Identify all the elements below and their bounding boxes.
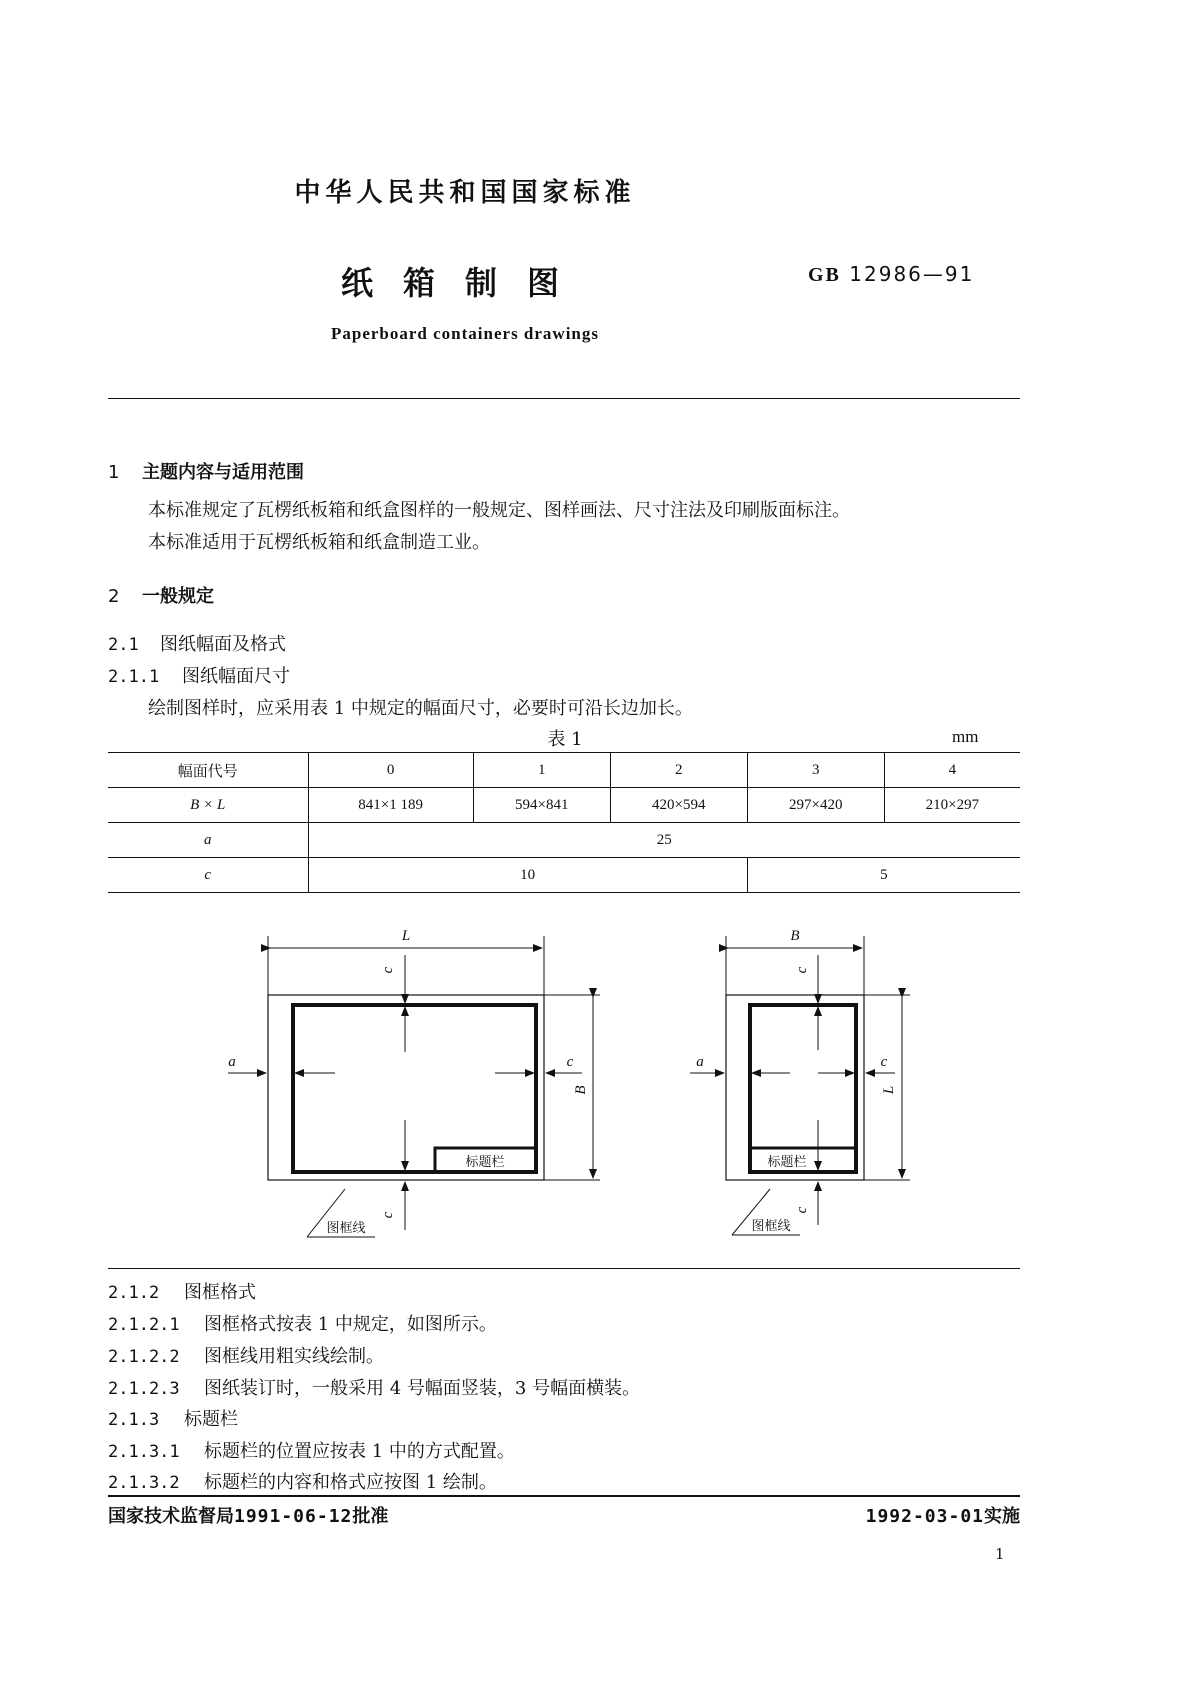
dim-label-L: L — [401, 928, 411, 944]
item-text: 标题栏的位置应按表 1 中的方式配置。 — [204, 1441, 515, 1462]
item-text: 标题栏 — [184, 1409, 238, 1430]
item-text: 图纸装订时，一般采用 4 号幅面竖装，3 号幅面横装。 — [204, 1378, 641, 1399]
standard-code-number: 12986—91 — [849, 262, 975, 286]
item-number: 2.1 — [108, 635, 139, 655]
item-number: 2.1.2 — [108, 1283, 160, 1303]
table-cell: 4 — [884, 753, 1020, 788]
item-number: 2.1.2.3 — [108, 1379, 180, 1399]
paragraph: 本标准规定了瓦楞纸板箱和纸盒图样的一般规定、图样画法、尺寸注法及印刷版面标注。 — [148, 500, 850, 521]
item-text: 图框格式 — [184, 1282, 256, 1303]
portrait-frame-diagram — [690, 936, 910, 1235]
section-number: 2 — [108, 586, 120, 607]
item-text: 图纸幅面尺寸 — [182, 666, 290, 687]
landscape-frame-diagram — [228, 936, 600, 1237]
approval-date: 1991-06-12 — [234, 1506, 353, 1527]
frame-line-label: 图框线 — [751, 1219, 791, 1234]
effective-line — [866, 1502, 1020, 1528]
dim-label-c-top: c — [794, 966, 810, 974]
dim-label-c-bottom: c — [380, 1211, 396, 1219]
effective-date: 1992-03-01 — [865, 1506, 984, 1527]
clause-item — [108, 1437, 515, 1463]
clause-item — [108, 1342, 384, 1368]
row-header: a — [108, 823, 308, 858]
table-cell: 297×420 — [747, 788, 884, 823]
table-cell: 10 — [308, 858, 747, 893]
item-number: 2.1.3 — [108, 1410, 160, 1430]
item-number: 2.1.2.2 — [108, 1347, 180, 1367]
item-number: 2.1.1 — [108, 667, 160, 687]
table-cell: 841×1 189 — [308, 788, 473, 823]
paragraph: 绘制图样时，应采用表 1 中规定的幅面尺寸，必要时可沿长边加长。 — [148, 698, 693, 719]
item-text: 图框格式按表 1 中规定，如图所示。 — [204, 1314, 497, 1335]
table-cell: 0 — [308, 753, 473, 788]
table-cell: 420×594 — [610, 788, 747, 823]
effective-suffix: 实施 — [984, 1506, 1020, 1527]
row-header: 幅面代号 — [108, 753, 308, 788]
title-block-label: 标题栏 — [465, 1155, 505, 1170]
section-number: 1 — [108, 462, 120, 483]
table-cell: 210×297 — [884, 788, 1020, 823]
paragraph: 本标准适用于瓦楞纸板箱和纸盒制造工业。 — [148, 532, 490, 553]
item-number: 2.1.3.2 — [108, 1473, 180, 1493]
page-number: 1 — [995, 1545, 1005, 1563]
dim-label-B: B — [790, 928, 800, 944]
frame-line-label: 图框线 — [326, 1221, 366, 1236]
english-title: Paperboard containers drawings — [331, 324, 599, 343]
item-text: 图框线用粗实线绘制。 — [204, 1346, 384, 1367]
section-title: 一般规定 — [142, 586, 214, 607]
dim-label-a: a — [696, 1054, 704, 1070]
clause-item — [108, 1468, 497, 1494]
item-text: 标题栏的内容和格式应按图 1 绘制。 — [204, 1472, 497, 1493]
clause-item — [108, 1310, 497, 1336]
row-header: c — [108, 858, 308, 893]
item-number: 2.1.2.1 — [108, 1315, 180, 1335]
dim-label-c-top: c — [380, 966, 396, 974]
table-cell: 2 — [610, 753, 747, 788]
national-standard-heading: 中华人民共和国国家标准 — [294, 178, 636, 208]
clause-item — [108, 1405, 238, 1431]
table-unit: mm — [952, 727, 979, 746]
table-cell: 3 — [747, 753, 884, 788]
figure-divider — [108, 1268, 1020, 1269]
paper-outline — [726, 995, 864, 1180]
footer-divider — [108, 1495, 1020, 1497]
table-cell: 5 — [747, 858, 1020, 893]
section-title: 主题内容与适用范围 — [142, 462, 304, 483]
dim-label-a: a — [228, 1054, 236, 1070]
row-header: B × L — [108, 788, 308, 823]
dim-label-L: L — [881, 1085, 897, 1095]
dim-label-c-right: c — [566, 1054, 574, 1070]
document-title: 纸箱制图 — [340, 264, 589, 302]
paper-outline — [268, 995, 544, 1180]
approval-org: 国家技术监督局 — [108, 1506, 234, 1527]
table-cell: 594×841 — [473, 788, 610, 823]
title-block-label: 标题栏 — [767, 1155, 807, 1170]
table-cell: 1 — [473, 753, 610, 788]
table-cell: 25 — [308, 823, 1020, 858]
item-text: 图纸幅面及格式 — [160, 634, 286, 655]
approval-line — [108, 1502, 388, 1528]
approval-suffix: 批准 — [352, 1506, 389, 1527]
item-number: 2.1.3.1 — [108, 1442, 180, 1462]
clause-item — [108, 1278, 256, 1304]
dim-label-B: B — [573, 1085, 589, 1095]
dim-label-c-right: c — [880, 1054, 888, 1070]
standard-code-prefix: GB — [808, 264, 841, 286]
table-caption: 表 1 — [547, 729, 583, 750]
clause-item — [108, 1374, 640, 1400]
dim-label-c-bottom: c — [794, 1206, 810, 1214]
